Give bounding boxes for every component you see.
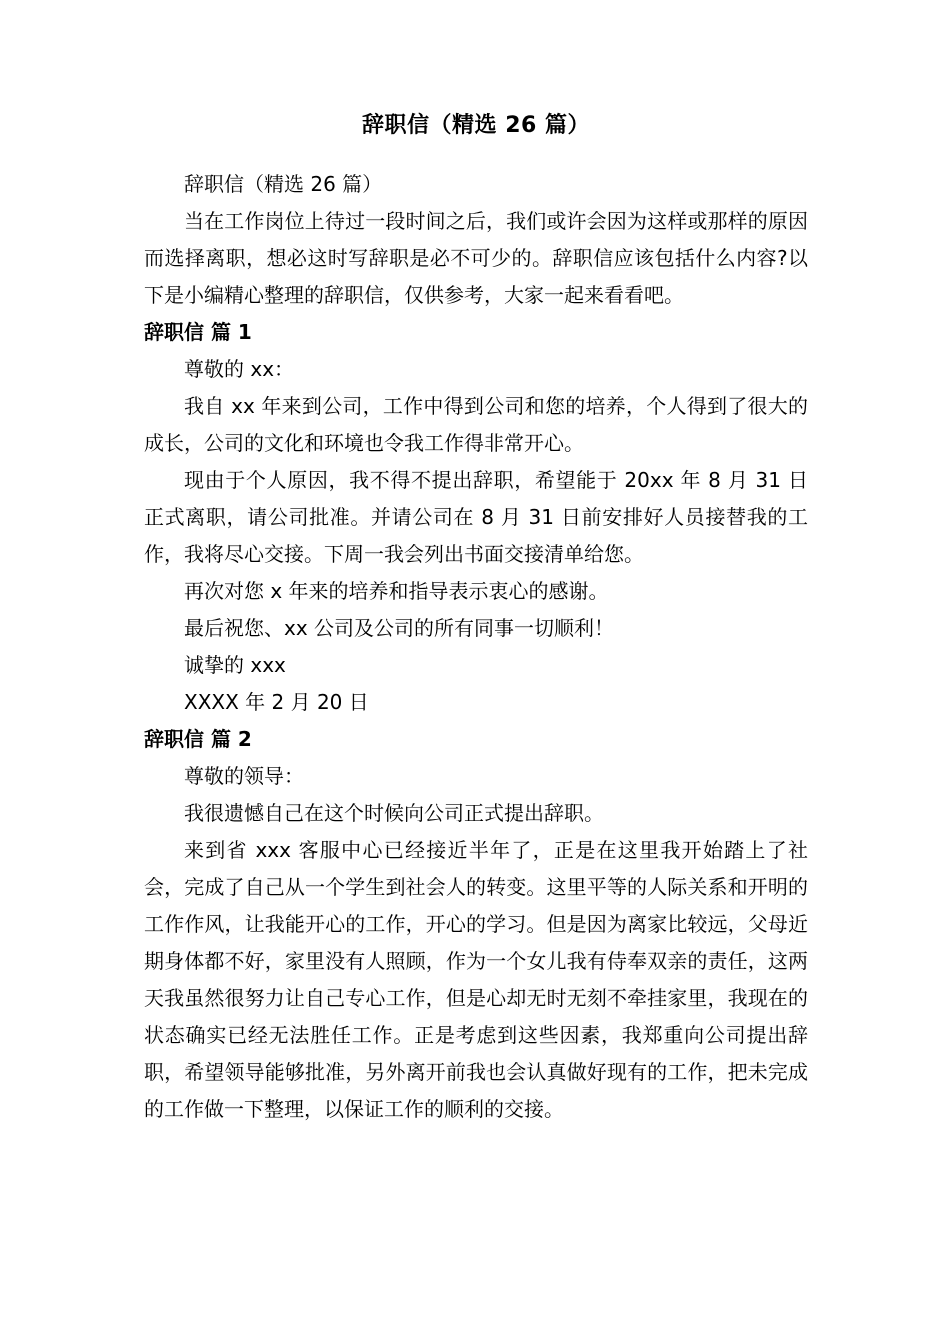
- section-heading-2: 辞职信 篇 2: [144, 727, 252, 751]
- document-title: 辞职信（精选 26 篇）: [362, 113, 590, 138]
- letter1-paragraph-2: 现由于个人原因，我不得不提出辞职，希望能于 20xx 年 8 月 31 日正式离职，请公司批准。并请公司在 8 月 31 日前安排好人员接替我的工作，我将尽心交接。下周一我会列出书面交接清单给您。: [144, 468, 808, 566]
- document-page: [144, 106, 808, 1128]
- letter1-paragraph-1: 我自 xx 年来到公司，工作中得到公司和您的培养，个人得到了很大的成长，公司的文化和环境也令我工作得非常开心。: [144, 394, 808, 455]
- letter2-paragraph-1: 我很遗憾自己在这个时候向公司正式提出辞职。: [184, 801, 604, 825]
- letter1-salutation: 尊敬的 xx：: [184, 357, 295, 381]
- letter2-paragraph-2: 来到省 xxx 客服中心已经接近半年了，正是在这里我开始踏上了社会，完成了自己从一个学生到社会人的转变。这里平等的人际关系和开明的工作作风，让我能开心的工作，开心的学习。但是因为离家比较远，父母近期身体都不好，家里没有人照顾，作为一个女儿我有侍奉双亲的责任，这两天我虽然很努力让自己专心工作，但是心却无时无刻不牵挂家里，我现在的状态确实已经无法胜任工作。正是考虑到这些因素，我郑重向公司提出辞职，希望领导能够批准，另外离开前我也会认真做好现有的工作，把未完成的工作做一下整理，以保证工作的顺利的交接。: [144, 838, 808, 1121]
- letter1-date: XXXX 年 2 月 20 日: [184, 690, 369, 714]
- letter2-salutation: 尊敬的领导：: [184, 764, 304, 788]
- section-heading-1: 辞职信 篇 1: [144, 320, 252, 344]
- letter1-signature: 诚挚的 xxx: [184, 653, 286, 677]
- letter1-paragraph-4: 最后祝您、xx 公司及公司的所有同事一切顺利！: [184, 616, 615, 640]
- intro-paragraph: 当在工作岗位上待过一段时间之后，我们或许会因为这样或那样的原因而选择离职，想必这时写辞职是必不可少的。辞职信应该包括什么内容?以下是小编精心整理的辞职信，仅供参考，大家一起来看看吧。: [144, 209, 808, 307]
- intro-subtitle: 辞职信（精选 26 篇）: [184, 172, 383, 196]
- letter1-paragraph-3: 再次对您 x 年来的培养和指导表示衷心的感谢。: [184, 579, 609, 603]
